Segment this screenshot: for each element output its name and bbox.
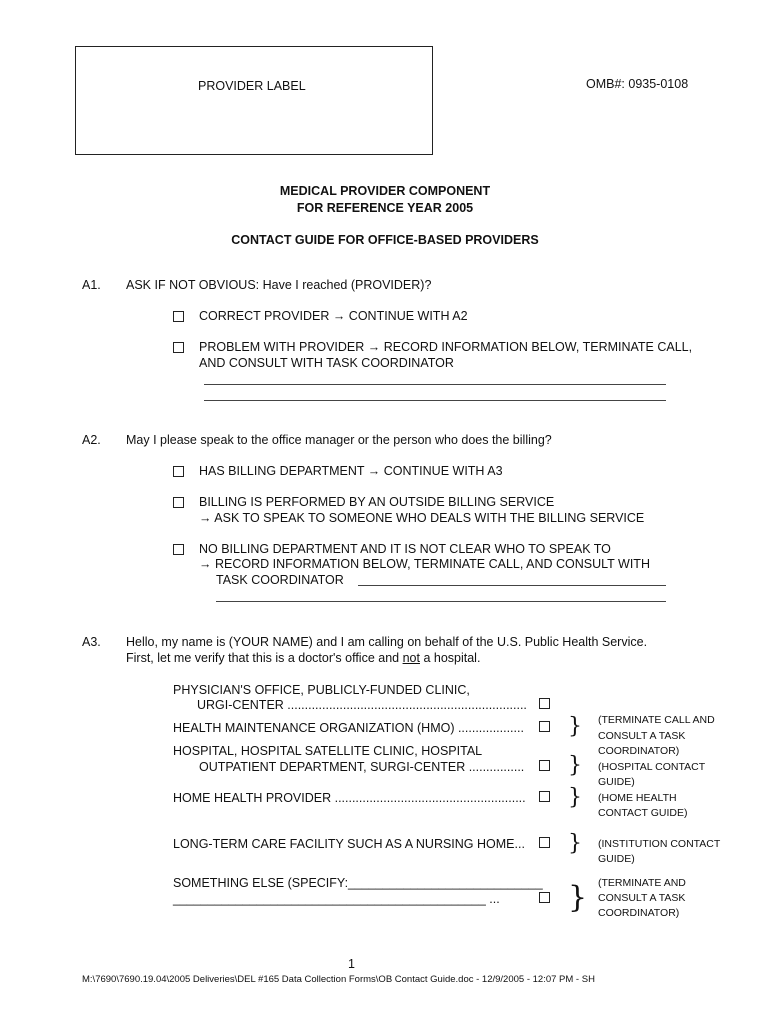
a2-opt2-label-2: → ASK TO SPEAK TO SOMEONE WHO DEALS WITH THE BILLING SERVICE [199,511,645,525]
a3-opt1-checkbox[interactable] [539,698,550,709]
title-line2: FOR REFERENCE YEAR 2005 [296,201,474,215]
a3-number: A3. [82,635,101,649]
a1-opt2-label-2: AND CONSULT WITH TASK COORDINATOR [199,356,454,370]
a3-opt6-checkbox[interactable] [539,892,550,903]
a2-write-line-2[interactable] [216,601,666,602]
a3-intro-line2 [126,651,480,665]
note-hmo-1: (TERMINATE CALL AND [598,714,715,726]
a3-opt6-label-2: _____________________________________________ ... [173,892,500,906]
note-hosp-2: GUIDE) [598,776,635,788]
a1-opt1-checkbox[interactable] [173,311,184,322]
a1-opt2-label-1: PROBLEM WITH PROVIDER → RECORD INFORMATION BELOW, TERMINATE CALL, [199,340,693,354]
file-path: M:\7690\7690.19.04\2005 Deliveries\DEL #165 Data Collection Forms\OB Contact Guide.doc - 12/9/2005 - 12:07 PM - SH [82,974,595,985]
a2-write-line-1[interactable] [358,585,666,586]
a3-opt6-brace: } [568,880,588,915]
title-line3: CONTACT GUIDE FOR OFFICE-BASED PROVIDERS [231,233,539,247]
note-ltc-1: (INSTITUTION CONTACT [598,838,721,850]
a1-opt1-label: CORRECT PROVIDER → CONTINUE WITH A2 [199,309,468,323]
a1-opt2-checkbox[interactable] [173,342,184,353]
a2-question: May I please speak to the office manager or the person who does the billing? [126,433,552,447]
note-hmo-3: COORDINATOR) [598,745,680,757]
a2-opt3-label-1: NO BILLING DEPARTMENT AND IT IS NOT CLEAR WHO TO SPEAK TO [199,542,611,556]
a3-intro-pre: First, let me verify that this is a doctor's office and [126,651,403,665]
a3-opt3-label-1: HOSPITAL, HOSPITAL SATELLITE CLINIC, HOSPITAL [173,744,483,758]
note-hosp-1: (HOSPITAL CONTACT [598,761,706,773]
a2-opt3-label-3: TASK COORDINATOR [216,573,344,587]
note-hmo-2: CONSULT A TASK [598,730,686,742]
a3-opt5-brace: } [568,831,582,856]
title-line1: MEDICAL PROVIDER COMPONENT [279,184,491,198]
note-else-1: (TERMINATE AND [598,877,686,889]
a3-opt5-checkbox[interactable] [539,837,550,848]
a2-opt1-checkbox[interactable] [173,466,184,477]
a3-opt3-checkbox[interactable] [539,760,550,771]
provider-label-box [75,46,433,155]
a1-write-line-2[interactable] [204,400,666,401]
note-ltc-2: GUIDE) [598,853,635,865]
a3-opt4-label: HOME HEALTH PROVIDER ....................................................... [173,791,526,805]
provider-label: PROVIDER LABEL [198,79,306,93]
a3-opt3-label-2: OUTPATIENT DEPARTMENT, SURGI-CENTER ................ [199,760,525,774]
a1-write-line-1[interactable] [204,384,666,385]
a2-opt3-checkbox[interactable] [173,544,184,555]
a3-opt2-label: HEALTH MAINTENANCE ORGANIZATION (HMO) ................... [173,721,524,735]
note-else-3: COORDINATOR) [598,907,680,919]
page-number: 1 [348,957,355,971]
a2-opt3-label-2: → RECORD INFORMATION BELOW, TERMINATE CALL, AND CONSULT WITH [199,557,650,571]
a2-opt2-label-1: BILLING IS PERFORMED BY AN OUTSIDE BILLING SERVICE [199,495,555,509]
a3-opt3-brace: } [568,753,582,778]
a3-intro-line1: Hello, my name is (YOUR NAME) and I am calling on behalf of the U.S. Public Health Service. [126,635,648,649]
note-home-2: CONTACT GUIDE) [598,807,688,819]
note-home-1: (HOME HEALTH [598,792,677,804]
a3-opt6-label-1: SOMETHING ELSE (SPECIFY:____________________________ [173,876,543,890]
a3-opt1-label-1: PHYSICIAN'S OFFICE, PUBLICLY-FUNDED CLINIC, [173,683,470,697]
a3-opt5-label: LONG-TERM CARE FACILITY SUCH AS A NURSING HOME... [173,837,525,851]
a3-opt2-brace: } [568,714,582,739]
a3-opt4-brace: } [568,785,582,810]
a3-opt1-label-2: URGI-CENTER ..................................................................... [197,698,527,712]
a3-opt4-checkbox[interactable] [539,791,550,802]
a3-intro-post: a hospital. [419,651,481,665]
a3-opt2-checkbox[interactable] [539,721,550,732]
note-else-2: CONSULT A TASK [598,892,686,904]
a1-question: ASK IF NOT OBVIOUS: Have I reached (PROVIDER)? [126,278,432,292]
a3-intro-not: not [402,651,420,665]
omb-number: OMB#: 0935-0108 [586,77,689,91]
a2-number: A2. [82,433,101,447]
a2-opt2-checkbox[interactable] [173,497,184,508]
a1-number: A1. [82,278,101,292]
a2-opt1-label: HAS BILLING DEPARTMENT → CONTINUE WITH A3 [199,464,503,478]
